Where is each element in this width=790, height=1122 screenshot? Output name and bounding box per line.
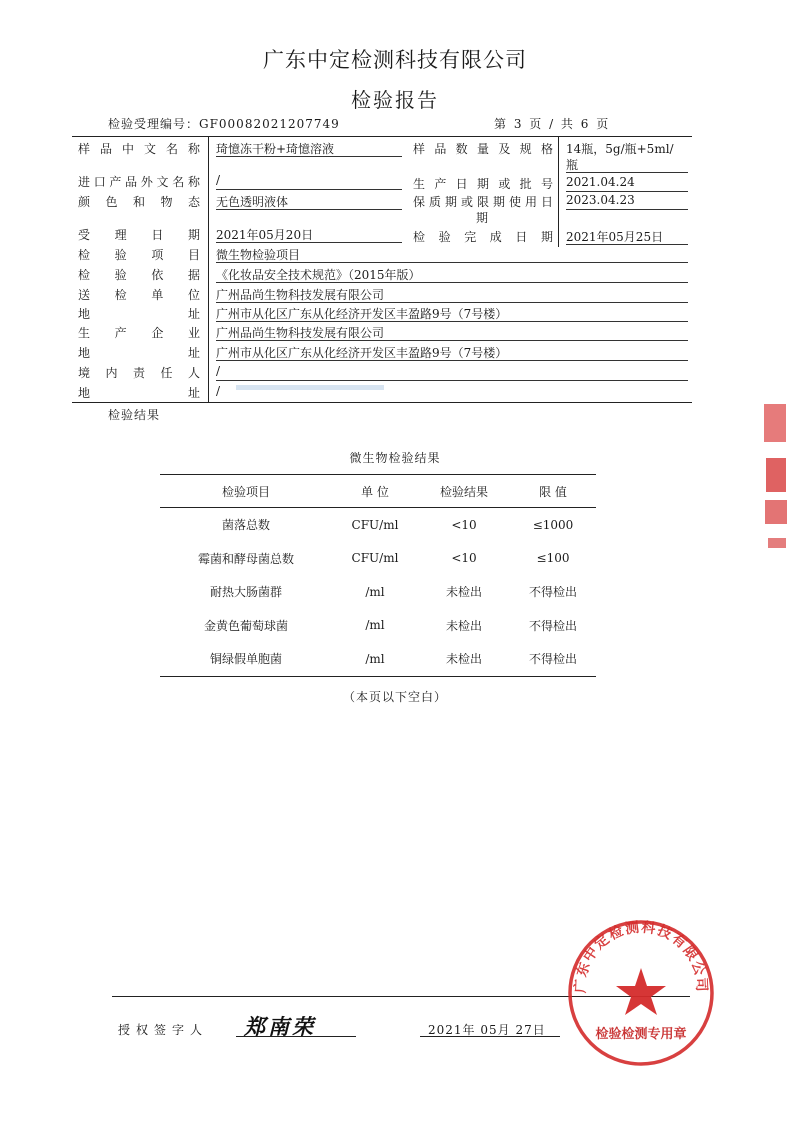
import-name-label: 进口产品外文名称 — [78, 175, 200, 189]
test-basis-value: 《化妆品安全技术规范》（2015年版） — [216, 268, 421, 282]
test-items-value: 微生物检验项目 — [216, 248, 301, 262]
cell-unit: /ml — [365, 618, 385, 633]
page-indicator: 第 3 页 / 共 6 页 — [494, 117, 611, 131]
underline — [216, 340, 688, 341]
accept-date-value: 2021年05月20日 — [216, 228, 314, 242]
underline — [216, 360, 688, 361]
scan-artifact — [236, 381, 384, 395]
cell-result: <10 — [451, 517, 477, 532]
test-basis-label: 检验依据 — [78, 268, 200, 282]
cell-limit: ≤100 — [536, 551, 570, 566]
cell-unit: CFU/ml — [351, 551, 399, 566]
production-date-label: 生产日期或批号 — [413, 177, 553, 191]
table-row — [160, 508, 596, 542]
sample-quantity-value: 14瓶，5g/瓶+5ml/ — [566, 142, 674, 156]
cell-result: 未检出 — [418, 642, 510, 676]
manufacturer-address-label: 地址 — [78, 346, 200, 360]
underline — [216, 242, 402, 243]
company-name: 广东中定检测科技有限公司 — [263, 48, 527, 72]
blank-below-note: （本页以下空白） — [342, 690, 447, 704]
cell-item: 金黄色葡萄球菌 — [203, 618, 288, 633]
domestic-responsible-value: / — [216, 364, 221, 378]
production-date-value: 2021.04.24 — [566, 175, 635, 189]
report-title: 检验报告 — [351, 88, 439, 112]
table-row — [160, 575, 596, 609]
cell-result: <10 — [451, 551, 477, 566]
underline — [216, 282, 688, 283]
cell-limit: 不得检出 — [510, 642, 596, 676]
info-divider-right — [558, 137, 559, 247]
info-divider-left — [208, 137, 209, 402]
results-section-label: 检验结果 — [108, 408, 161, 422]
test-items-label: 检验项目 — [78, 248, 200, 262]
underline — [216, 321, 688, 322]
expiry-label: 保质期或限期使用日 — [413, 195, 553, 209]
table-row — [160, 642, 596, 676]
underline — [566, 244, 688, 245]
info-bottom-rule — [72, 402, 692, 403]
domestic-address-label: 地址 — [78, 386, 200, 400]
cell-item: 菌落总数 — [221, 518, 270, 533]
column-header: 单 位 — [332, 475, 418, 508]
cell-unit: /ml — [365, 584, 385, 599]
submitter-address-value: 广州市从化区广东从化经济开发区丰盈路9号（7号楼） — [216, 307, 508, 321]
column-header: 检验结果 — [418, 475, 510, 508]
official-seal-stamp — [566, 918, 716, 1068]
cross-page-seal-fragment — [760, 400, 790, 560]
expiry-label-cont: 期 — [476, 211, 489, 225]
manufacturer-value: 广州品尚生物科技发展有限公司 — [216, 326, 385, 340]
submitter-label: 送检单位 — [78, 288, 200, 302]
info-top-rule — [72, 136, 692, 137]
cell-unit: CFU/ml — [351, 517, 399, 532]
cell-result: 未检出 — [445, 618, 482, 633]
cell-unit: /ml — [332, 642, 418, 676]
table-row — [160, 609, 596, 643]
underline — [566, 191, 688, 192]
underline — [216, 209, 402, 210]
cell-result: 未检出 — [445, 585, 482, 600]
table-row — [160, 542, 596, 576]
sample-quantity-value-cont: 瓶 — [566, 158, 579, 172]
cell-item: 霉菌和酵母菌总数 — [197, 551, 294, 566]
svg-text:检验检测专用章: 检验检测专用章 — [595, 1027, 687, 1042]
cell-item: 铜绿假单胞菌 — [160, 642, 332, 676]
signatory-signature: 郑南荣 — [244, 1014, 316, 1039]
date-underline — [420, 1036, 560, 1037]
domestic-responsible-label: 境内责任人 — [78, 366, 200, 380]
submitter-value: 广州品尚生物科技发展有限公司 — [216, 288, 385, 302]
submitter-address-label: 地址 — [78, 307, 200, 321]
sample-quantity-label: 样品数量及规格 — [413, 142, 553, 156]
cell-item: 耐热大肠菌群 — [209, 585, 282, 600]
underline — [216, 302, 688, 303]
sign-date: 2021年 05月 27日 — [428, 1023, 546, 1037]
color-state-label: 颜色和物态 — [78, 195, 200, 209]
cell-limit: ≤1000 — [532, 517, 574, 532]
manufacturer-label: 生产企业 — [78, 326, 200, 340]
results-table-title: 微生物检验结果 — [349, 451, 441, 465]
signature-underline — [236, 1036, 356, 1037]
manufacturer-address-value: 广州市从化区广东从化经济开发区丰盈路9号（7号楼） — [216, 346, 508, 360]
sample-cn-name-value: 琦憶冻干粉+琦憶溶液 — [216, 142, 335, 156]
cell-limit: 不得检出 — [528, 585, 577, 600]
svg-text:广东中定检测科技有限公司: 广东中定检测科技有限公司 — [572, 919, 710, 994]
complete-date-label: 检验完成日期 — [413, 230, 553, 244]
acceptance-number: 检验受理编号：GF00082021207749 — [108, 117, 340, 131]
underline — [566, 172, 688, 173]
underline — [216, 189, 402, 190]
underline — [566, 209, 688, 210]
signatory-label: 授权签字人 — [118, 1023, 209, 1037]
underline — [216, 262, 688, 263]
color-state-value: 无色透明液体 — [216, 195, 289, 209]
expiry-value: 2023.04.23 — [566, 193, 635, 207]
column-header: 检验项目 — [160, 475, 332, 508]
table-header-row — [160, 475, 596, 508]
import-name-value: / — [216, 173, 221, 187]
accept-date-label: 受理日期 — [78, 228, 200, 242]
sample-cn-name-label: 样品中文名称 — [78, 142, 200, 156]
domestic-address-value: / — [216, 384, 221, 398]
complete-date-value: 2021年05月25日 — [566, 230, 664, 244]
column-header: 限 值 — [510, 475, 596, 508]
cell-limit: 不得检出 — [528, 618, 577, 633]
results-table — [160, 474, 596, 677]
underline — [216, 156, 402, 157]
